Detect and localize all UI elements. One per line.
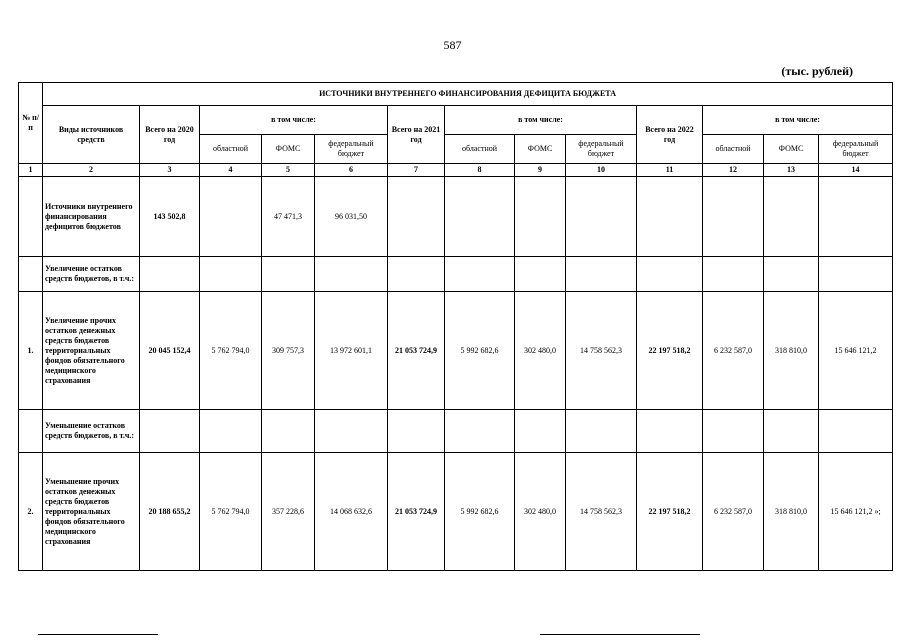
row-index (19, 410, 43, 453)
row-source-name: Увеличение остатков средств бюджетов, в т.ч.: (43, 257, 140, 292)
column-number: 10 (566, 164, 637, 177)
header-num: № п/п (19, 83, 43, 164)
page-number: 587 (443, 38, 462, 52)
row-value-cell (637, 410, 703, 453)
header-including-2021: в том числе: (445, 106, 637, 135)
row-value-cell (445, 177, 515, 257)
bottom-rule (540, 634, 700, 635)
row-value-cell: 6 232 587,0 (703, 292, 764, 410)
table-title: ИСТОЧНИКИ ВНУТРЕННЕГО ФИНАНСИРОВАНИЯ ДЕФИЦИТА БЮДЖЕТА (43, 83, 893, 106)
column-number: 8 (445, 164, 515, 177)
column-number: 1 (19, 164, 43, 177)
header-including-2022: в том числе: (703, 106, 893, 135)
row-value-cell (764, 410, 819, 453)
row-value-cell: 21 053 724,9 (388, 453, 445, 571)
header-foms-2021: ФОМС (515, 135, 566, 164)
row-value-cell: 15 646 121,2 (819, 292, 893, 410)
units-label: (тыс. рублей) (781, 64, 853, 78)
row-value-cell (515, 257, 566, 292)
column-number: 4 (200, 164, 262, 177)
row-value-cell (819, 177, 893, 257)
column-number: 6 (315, 164, 388, 177)
row-source-name: Источники внутреннего финансирования дефицитов бюджетов (43, 177, 140, 257)
row-value-cell: 318 810,0 (764, 292, 819, 410)
row-value-cell (566, 410, 637, 453)
row-value-cell (764, 257, 819, 292)
header-federal-2021: федеральный бюджет (566, 135, 637, 164)
row-value-cell (445, 410, 515, 453)
row-value-cell: 96 031,50 (315, 177, 388, 257)
row-value-cell: 21 053 724,9 (388, 292, 445, 410)
row-index: 1. (19, 292, 43, 410)
row-value-cell (140, 257, 200, 292)
row-index (19, 177, 43, 257)
row-value-cell: 15 646 121,2 »; (819, 453, 893, 571)
header-federal-2020: федеральный бюджет (315, 135, 388, 164)
row-value-cell: 6 232 587,0 (703, 453, 764, 571)
header-total-2021: Всего на 2021 год (388, 106, 445, 164)
row-value-cell (388, 177, 445, 257)
header-regional-2022: областной (703, 135, 764, 164)
row-value-cell (515, 177, 566, 257)
table-body (19, 177, 893, 571)
column-number: 11 (637, 164, 703, 177)
table-row (19, 410, 893, 453)
header-foms-2020: ФОМС (262, 135, 315, 164)
column-number: 9 (515, 164, 566, 177)
budget-deficit-table (18, 82, 893, 571)
row-value-cell: 22 197 518,2 (637, 292, 703, 410)
row-value-cell (200, 177, 262, 257)
column-number: 2 (43, 164, 140, 177)
row-source-name: Уменьшение прочих остатков денежных средств бюджетов территориальных фондов обязательного медицинского страхования (43, 453, 140, 571)
row-value-cell (200, 410, 262, 453)
column-numbers-row (19, 164, 893, 177)
row-value-cell: 22 197 518,2 (637, 453, 703, 571)
row-value-cell (819, 257, 893, 292)
row-value-cell: 302 480,0 (515, 453, 566, 571)
row-value-cell (262, 257, 315, 292)
row-value-cell (566, 257, 637, 292)
row-value-cell (637, 177, 703, 257)
row-value-cell (703, 410, 764, 453)
row-value-cell (703, 257, 764, 292)
row-value-cell: 309 757,3 (262, 292, 315, 410)
header-foms-2022: ФОМС (764, 135, 819, 164)
row-value-cell: 20 045 152,4 (140, 292, 200, 410)
header-types: Виды источников средств (43, 106, 140, 164)
row-value-cell (200, 257, 262, 292)
row-value-cell: 14 758 562,3 (566, 292, 637, 410)
row-value-cell (566, 177, 637, 257)
table-row (19, 453, 893, 571)
row-value-cell (315, 257, 388, 292)
bottom-rule (38, 634, 158, 635)
row-value-cell (262, 410, 315, 453)
column-number: 13 (764, 164, 819, 177)
header-federal-2022: федеральный бюджет (819, 135, 893, 164)
row-value-cell (445, 257, 515, 292)
column-number: 5 (262, 164, 315, 177)
row-value-cell: 143 502,8 (140, 177, 200, 257)
row-value-cell: 5 762 794,0 (200, 453, 262, 571)
row-value-cell: 14 068 632,6 (315, 453, 388, 571)
row-value-cell (637, 257, 703, 292)
header-regional-2021: областной (445, 135, 515, 164)
table-row (19, 257, 893, 292)
row-index (19, 257, 43, 292)
row-value-cell (703, 177, 764, 257)
column-number: 7 (388, 164, 445, 177)
row-value-cell: 5 992 682,6 (445, 292, 515, 410)
row-value-cell (819, 410, 893, 453)
table-row (19, 292, 893, 410)
row-value-cell: 13 972 601,1 (315, 292, 388, 410)
header-total-2020: Всего на 2020 год (140, 106, 200, 164)
row-value-cell (764, 177, 819, 257)
row-source-name: Уменьшение остатков средств бюджетов, в т.ч.: (43, 410, 140, 453)
row-source-name: Увеличение прочих остатков денежных средств бюджетов территориальных фондов обязательного медицинского страхования (43, 292, 140, 410)
row-value-cell: 5 762 794,0 (200, 292, 262, 410)
header-regional-2020: областной (200, 135, 262, 164)
row-value-cell: 5 992 682,6 (445, 453, 515, 571)
row-value-cell: 302 480,0 (515, 292, 566, 410)
row-value-cell: 318 810,0 (764, 453, 819, 571)
row-index: 2. (19, 453, 43, 571)
header-including-2020: в том числе: (200, 106, 388, 135)
column-number: 12 (703, 164, 764, 177)
row-value-cell (315, 410, 388, 453)
column-number: 14 (819, 164, 893, 177)
row-value-cell (388, 410, 445, 453)
row-value-cell: 47 471,3 (262, 177, 315, 257)
row-value-cell (388, 257, 445, 292)
row-value-cell (515, 410, 566, 453)
row-value-cell: 20 188 655,2 (140, 453, 200, 571)
header-total-2022: Всего на 2022 год (637, 106, 703, 164)
table-row (19, 177, 893, 257)
row-value-cell: 14 758 562,3 (566, 453, 637, 571)
column-number: 3 (140, 164, 200, 177)
row-value-cell: 357 228,6 (262, 453, 315, 571)
row-value-cell (140, 410, 200, 453)
